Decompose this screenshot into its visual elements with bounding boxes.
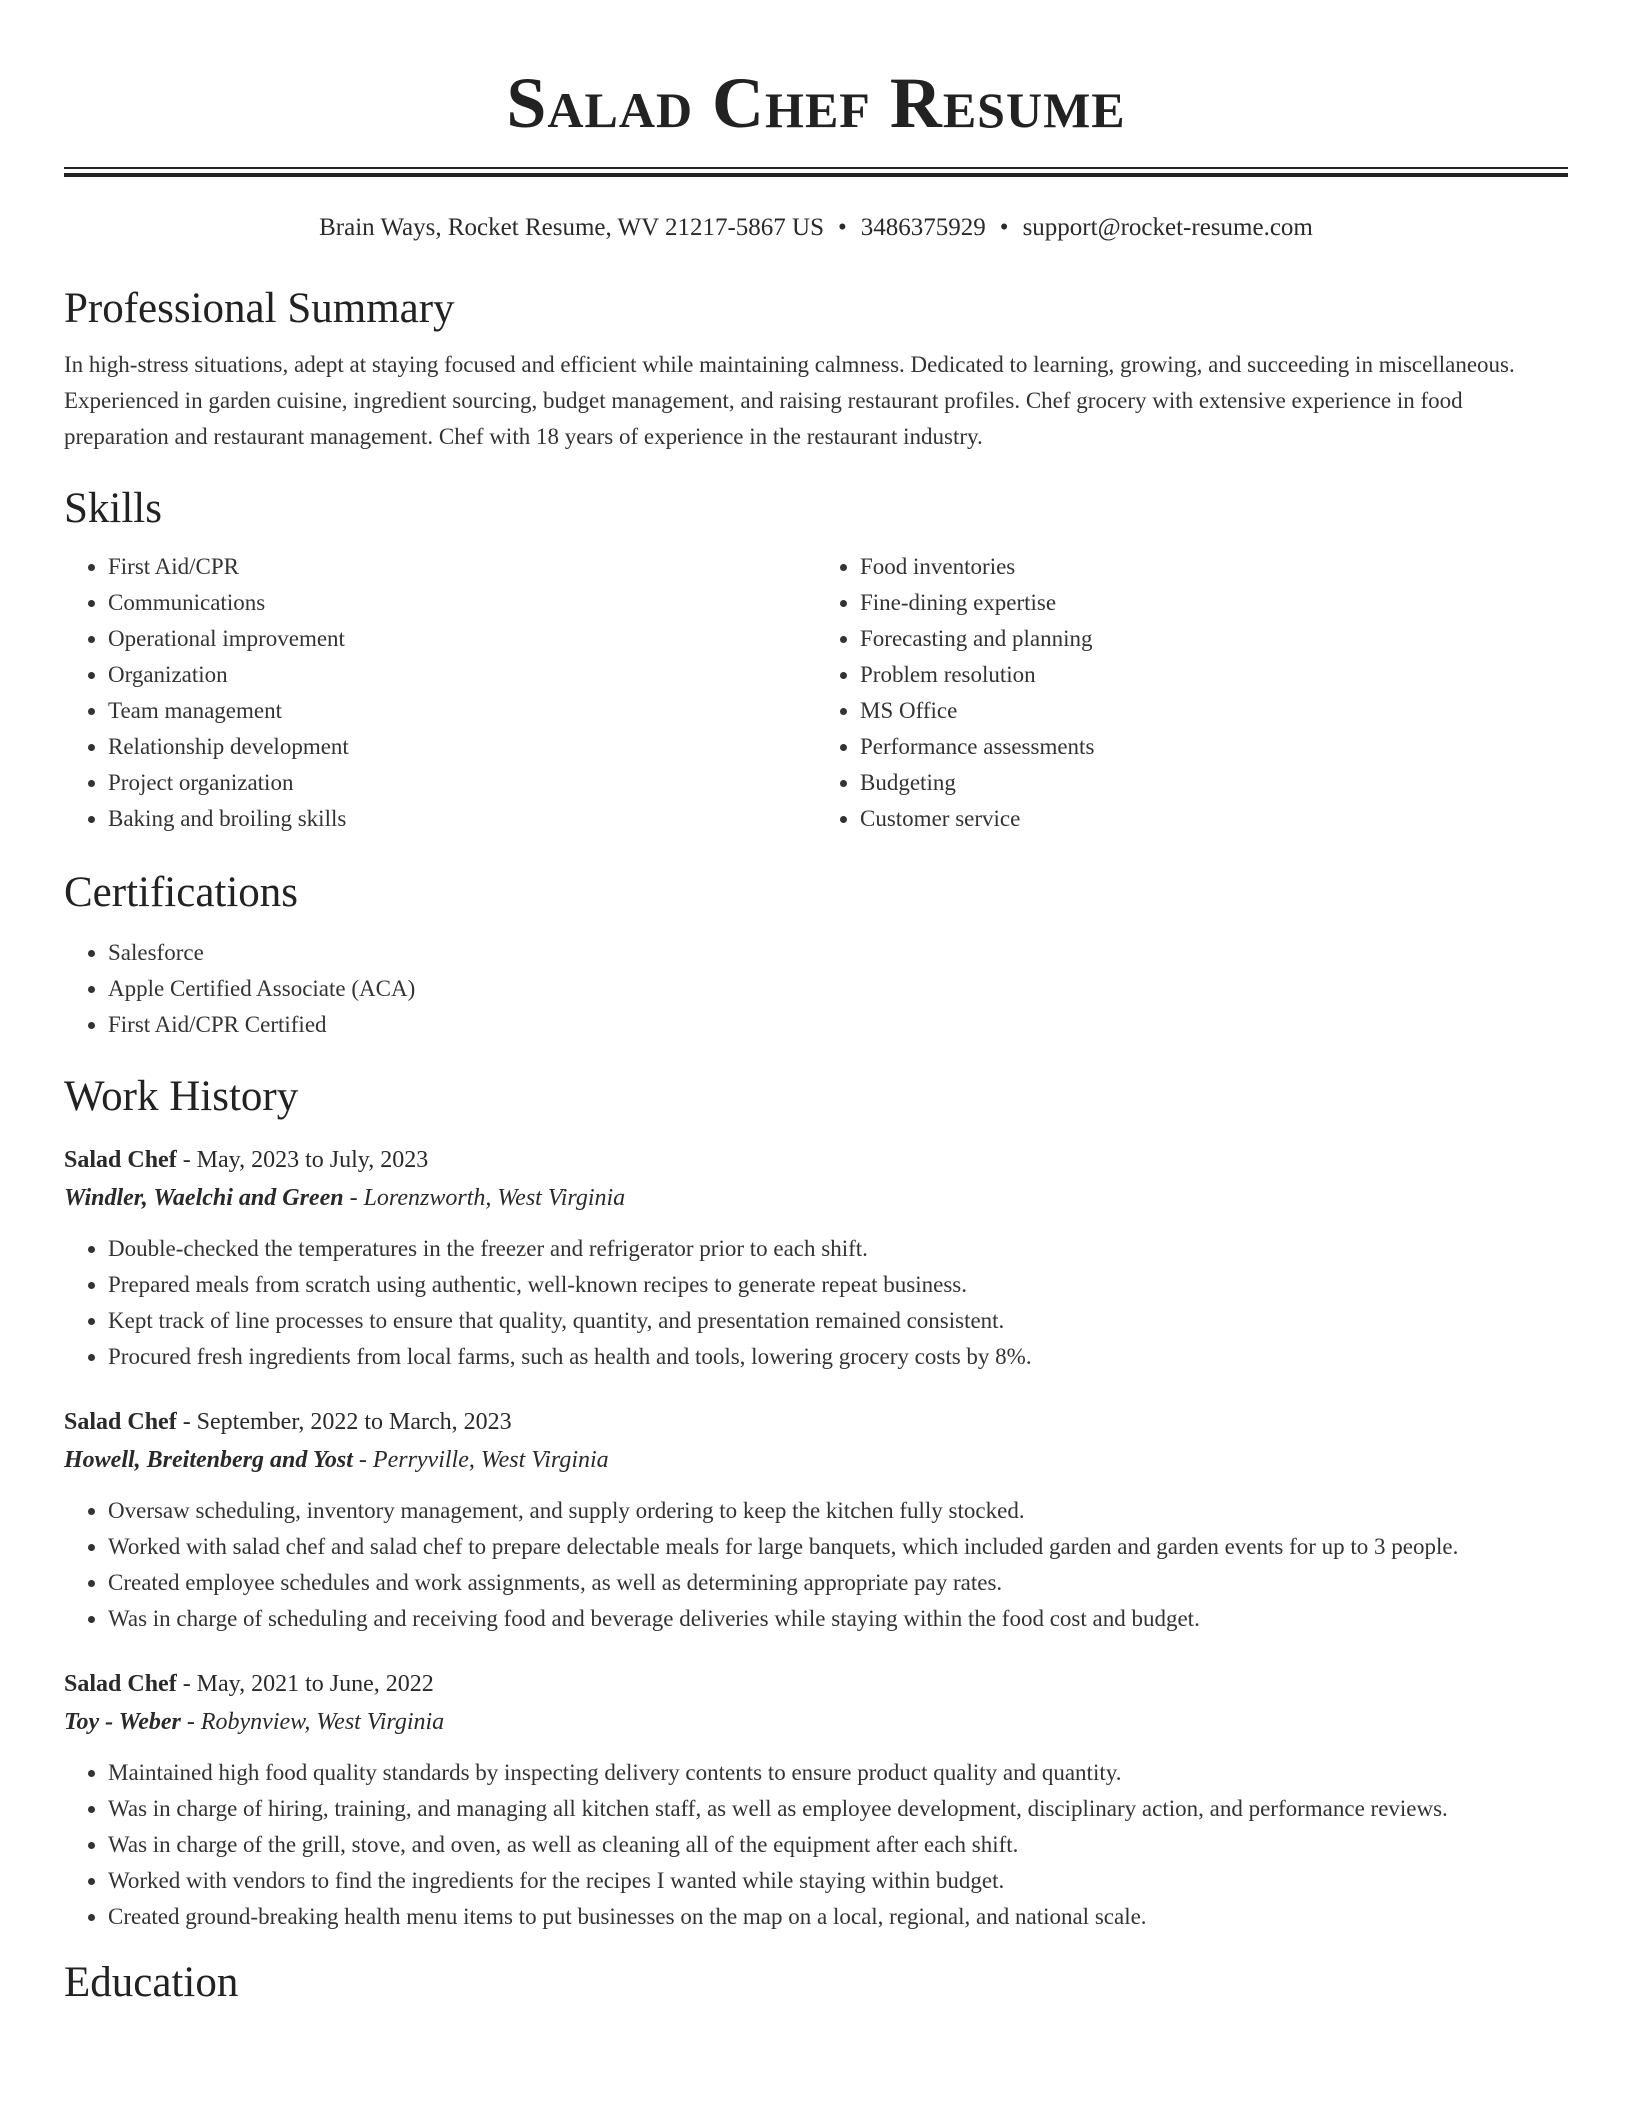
job-bullets	[64, 1231, 1568, 1375]
skill-item: • Performance assessments	[860, 729, 1568, 765]
contact-email: support@rocket-resume.com	[1022, 214, 1313, 241]
certifications-list	[64, 935, 1568, 1043]
job-entry	[64, 1403, 1568, 1637]
job-bullet: • Was in charge of scheduling and receiving food and beverage deliveries while staying within the food cost and budget.	[108, 1601, 1568, 1637]
job-title-line	[64, 1665, 1568, 1703]
contact-line	[64, 213, 1568, 243]
section-heading-skills: Skills	[64, 485, 162, 532]
title-double-rule	[64, 167, 1568, 177]
job-company-line	[64, 1179, 1568, 1217]
skill-item: • Customer service	[860, 801, 1568, 837]
skill-item: • Budgeting	[860, 765, 1568, 801]
job-dates: - September, 2022 to March, 2023	[176, 1409, 512, 1435]
job-location: - Lorenzworth, West Virginia	[343, 1185, 626, 1211]
job-dates: - May, 2021 to June, 2022	[176, 1671, 434, 1697]
skill-item: • Communications	[108, 585, 816, 621]
certification-item: • Apple Certified Associate (ACA)	[108, 971, 1568, 1007]
job-role: Salad Chef	[64, 1147, 177, 1173]
job-title-line	[64, 1141, 1568, 1179]
skills-list-left	[64, 549, 816, 837]
job-bullet: • Oversaw scheduling, inventory management, and supply ordering to keep the kitchen fully stocked.	[108, 1493, 1568, 1529]
summary-text: In high-stress situations, adept at staying focused and efficient while maintaining calmness. Dedicated to learning, growing, and succeeding in miscellaneous. Experienced in garden cuisine, ingredient sourcing, budget management, and raising restaurant profiles. Chef grocery with extensive experience in food preparation and restaurant management. Chef with 18 years of experience in the restaurant industry.	[64, 352, 1515, 449]
job-bullet: • Procured fresh ingredients from local farms, such as health and tools, lowering grocery costs by 8%.	[108, 1339, 1568, 1375]
job-role: Salad Chef	[64, 1671, 177, 1697]
job-bullet: • Double-checked the temperatures in the freezer and refrigerator prior to each shift.	[108, 1231, 1568, 1267]
job-bullet: • Worked with salad chef and salad chef to prepare delectable meals for large banquets, which included garden and garden events for up to 3 people.	[108, 1529, 1568, 1565]
contact-phone: 3486375929	[860, 214, 986, 241]
skill-item: • Food inventories	[860, 549, 1568, 585]
section-heading-education: Education	[64, 1959, 239, 2006]
job-entry	[64, 1665, 1568, 1935]
job-dates: - May, 2023 to July, 2023	[176, 1147, 429, 1173]
contact-separator: •	[999, 214, 1009, 241]
skill-item: • Organization	[108, 657, 816, 693]
skills-columns	[64, 549, 1568, 837]
skill-item: • Relationship development	[108, 729, 816, 765]
certification-item: • Salesforce	[108, 935, 1568, 971]
job-company: Howell, Breitenberg and Yost	[64, 1447, 353, 1473]
skills-list-right	[816, 549, 1568, 837]
job-bullet: • Was in charge of the grill, stove, and oven, as well as cleaning all of the equipment after each shift.	[108, 1827, 1568, 1863]
skill-item: • First Aid/CPR	[108, 549, 816, 585]
job-company-line	[64, 1441, 1568, 1479]
job-role: Salad Chef	[64, 1409, 177, 1435]
job-bullets	[64, 1755, 1568, 1935]
job-bullet: • Prepared meals from scratch using authentic, well-known recipes to generate repeat business.	[108, 1267, 1568, 1303]
skill-item: • Team management	[108, 693, 816, 729]
skill-item: • MS Office	[860, 693, 1568, 729]
job-entry	[64, 1141, 1568, 1375]
skill-item: • Forecasting and planning	[860, 621, 1568, 657]
job-bullet: • Worked with vendors to find the ingredients for the recipes I wanted while staying within budget.	[108, 1863, 1568, 1899]
job-location: - Perryville, West Virginia	[352, 1447, 609, 1473]
skill-item: • Fine-dining expertise	[860, 585, 1568, 621]
certification-item: • First Aid/CPR Certified	[108, 1007, 1568, 1043]
job-bullet: • Was in charge of hiring, training, and managing all kitchen staff, as well as employee development, disciplinary action, and performance reviews.	[108, 1791, 1568, 1827]
job-company-line	[64, 1703, 1568, 1741]
contact-separator: •	[838, 214, 847, 241]
section-heading-summary: Professional Summary	[64, 285, 455, 332]
contact-address: Brain Ways, Rocket Resume, WV 21217-5867 US	[319, 214, 825, 241]
job-company: Windler, Waelchi and Green	[64, 1185, 344, 1211]
skill-item: • Operational improvement	[108, 621, 816, 657]
skill-item: • Problem resolution	[860, 657, 1568, 693]
skill-item: • Project organization	[108, 765, 816, 801]
job-bullets	[64, 1493, 1568, 1637]
job-bullet: • Kept track of line processes to ensure that quality, quantity, and presentation remained consistent.	[108, 1303, 1568, 1339]
job-bullet: • Created ground-breaking health menu items to put businesses on the map on a local, regional, and national scale.	[108, 1899, 1568, 1935]
job-bullet: • Created employee schedules and work assignments, as well as determining appropriate pay rates.	[108, 1565, 1568, 1601]
section-heading-work-history: Work History	[64, 1073, 299, 1120]
job-company: Toy - Weber	[64, 1709, 181, 1735]
resume-title: Salad Chef Resume	[506, 63, 1126, 143]
skill-item: • Baking and broiling skills	[108, 801, 816, 837]
job-title-line	[64, 1403, 1568, 1441]
section-heading-certifications: Certifications	[64, 869, 299, 916]
job-location: - Robynview, West Virginia	[180, 1709, 445, 1735]
job-bullet: • Maintained high food quality standards by inspecting delivery contents to ensure product quality and quantity.	[108, 1755, 1568, 1791]
